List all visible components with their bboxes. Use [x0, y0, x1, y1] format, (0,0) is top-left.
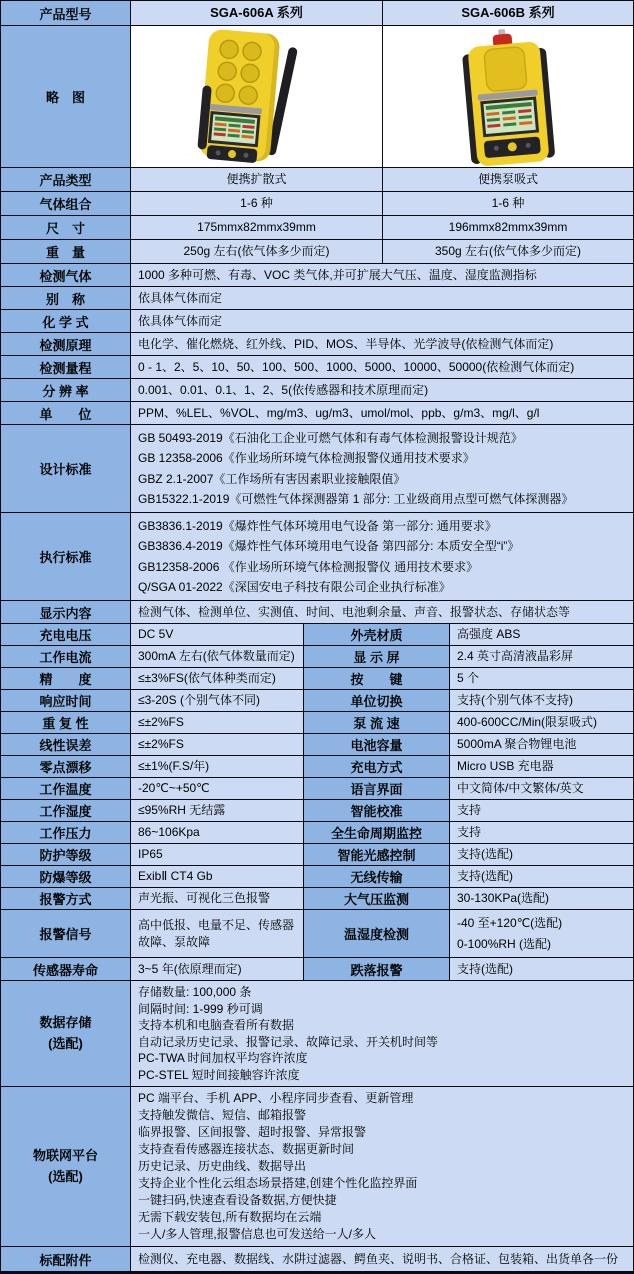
standard-line: Q/SGA 01-2022《深国安电子科技有限公司企业执行标准》: [138, 579, 451, 594]
cell-value-b: 350g 左右(依气体多少而定): [383, 240, 633, 263]
row-label: 产品型号: [1, 1, 131, 25]
label-line: (选配): [48, 1168, 83, 1184]
feature-line: PC 端平台、手机 APP、小程序同步查看、更新管理: [138, 1091, 414, 1106]
row-label-2: 语言界面: [304, 778, 450, 799]
cell-value-1: ExibⅡ CT4 Gb: [131, 866, 304, 887]
row-label: 重 复 性: [1, 712, 131, 733]
row-zero-drift: [1, 756, 633, 778]
row-execution-standards: [1, 513, 633, 601]
cell-value-2: 支持(个别气体不支持): [450, 690, 633, 711]
cell-value-1: 高中低报、电量不足、传感器故障、泵故障: [131, 910, 304, 957]
row-label: 标配附件: [1, 1247, 131, 1271]
cell-value-1: ≤±1%(F.S/年): [131, 756, 304, 777]
row-label: 别 称: [1, 287, 131, 309]
row-label: 工作电流: [1, 646, 131, 667]
row-detection-principle: [1, 333, 633, 356]
row-design-standards: [1, 425, 633, 513]
row-label-2: 泵 流 速: [304, 712, 450, 733]
row-display-content: [1, 601, 633, 624]
row-linearity-error: [1, 734, 633, 756]
cell-value-a: 250g 左右(依气体多少而定): [131, 240, 383, 263]
row-label: 精 度: [1, 668, 131, 689]
cell-value-a: 1-6 种: [131, 192, 383, 215]
cell-value-2: 支持(选配): [450, 958, 633, 980]
cell-value-a: 175mmx82mmx39mm: [131, 216, 383, 239]
standard-line: GB 12358-2006《作业场所环境气体检测报警仪通用技术要求》: [138, 451, 475, 466]
cell-value-lines: [131, 513, 633, 600]
label-line: (选配): [48, 1035, 83, 1051]
row-label: 设计标准: [1, 425, 131, 512]
row-detection-range: [1, 356, 633, 379]
row-label: 报警信号: [1, 910, 131, 957]
cell-value: PPM、%LEL、%VOL、mg/m3、ug/m3、umol/mol、ppb、g/m3、mg/l、g/l: [131, 402, 633, 424]
cell-value-b: 便携泵吸式: [383, 168, 633, 191]
cell-value-1: ≤±3%FS(依气体种类而定): [131, 668, 304, 689]
row-label: 零点漂移: [1, 756, 131, 777]
feature-line: 支持本机和电脑查看所有数据: [138, 1018, 295, 1033]
feature-line: 一键扫码,快速查看设备数据,方便快捷: [138, 1193, 337, 1208]
row-label: 检测气体: [1, 264, 131, 286]
row-label: 响应时间: [1, 690, 131, 711]
row-label: 工作温度: [1, 778, 131, 799]
row-label: 产品类型: [1, 168, 131, 191]
cell-value-2: Micro USB 充电器: [450, 756, 633, 777]
row-label: 显示内容: [1, 601, 131, 623]
cell-value-2: 高强度 ABS: [450, 624, 633, 645]
cell-value-1: DC 5V: [131, 624, 304, 645]
row-label-2: 充电方式: [304, 756, 450, 777]
cell-value-2: 支持(选配): [450, 844, 633, 865]
cell-value-2: 400-600CC/Min(限泵吸式): [450, 712, 633, 733]
row-protection-rating: [1, 844, 633, 866]
value-line: -40 至+120℃(选配): [457, 916, 563, 931]
row-label-2: 无线传输: [304, 866, 450, 887]
row-unit: [1, 402, 633, 425]
row-product-model: [1, 1, 633, 26]
row-working-temperature: [1, 778, 633, 800]
cell-value: 0 - 1、2、5、10、50、100、500、1000、5000、10000、50000(依检测气体而定): [131, 356, 633, 378]
cell-value-lines: [131, 1087, 633, 1246]
row-accuracy: [1, 668, 633, 690]
cell-value: 0.001、0.01、0.1、1、2、5(依传感器和技术原理而定): [131, 379, 633, 401]
row-label-2: 大气压监测: [304, 888, 450, 909]
row-label: 单 位: [1, 402, 131, 424]
row-label: 工作压力: [1, 822, 131, 843]
row-label-2: 显 示 屏: [304, 646, 450, 667]
feature-line: 无需下载安装包,所有数据均在云端: [138, 1210, 322, 1225]
cell-value-2-lines: [450, 910, 633, 957]
device-b-image-cell: [383, 26, 633, 167]
gas-detector-diffusion-icon: [157, 28, 357, 166]
cell-value: 电化学、催化燃烧、红外线、PID、MOS、半导体、光学波导(依检测气体而定): [131, 333, 633, 355]
feature-line: 支持触发微信、短信、邮箱报警: [138, 1108, 307, 1123]
cell-value-1: IP65: [131, 844, 304, 865]
row-resolution: [1, 379, 633, 402]
row-gas-combination: [1, 192, 633, 216]
row-label-2: 智能校准: [304, 800, 450, 821]
feature-line: 支持企业个性化云组态场景搭建,创建个性化监控界面: [138, 1176, 418, 1191]
row-sensor-life: [1, 958, 633, 981]
row-label-2: 单位切换: [304, 690, 450, 711]
row-label: 防护等级: [1, 844, 131, 865]
cell-value-2: 2.4 英寸高清液晶彩屏: [450, 646, 633, 667]
standard-line: GBZ 2.1-2007《工作场所有害因素职业接触限值》: [138, 471, 406, 486]
row-charge-voltage: [1, 624, 633, 646]
row-sketch: [1, 26, 633, 168]
cell-value: 依具体气体而定: [131, 287, 633, 309]
row-data-storage: [1, 981, 633, 1087]
feature-line: PC-STEL 短时间接触容许浓度: [138, 1067, 300, 1082]
row-label: 防爆等级: [1, 866, 131, 887]
row-label: 略 图: [1, 26, 131, 167]
cell-value-1: 86~106Kpa: [131, 822, 304, 843]
row-label-2: 电池容量: [304, 734, 450, 755]
cell-value-1: 300mA 左右(依气体数量而定): [131, 646, 304, 667]
row-label: [1, 1087, 131, 1246]
standard-line: GB 50493-2019《石油化工企业可燃气体和有毒气体检测报警设计规范》: [138, 431, 523, 446]
standard-line: GB12358-2006 《作业场所环境气体检测报警仪 通用技术要求》: [138, 559, 479, 574]
row-label: [1, 981, 131, 1086]
row-label-2: 温湿度检测: [304, 910, 450, 957]
label-line: 物联网平台: [32, 1148, 98, 1164]
row-label: 传感器寿命: [1, 958, 131, 980]
cell-value-b: 196mmx82mmx39mm: [383, 216, 633, 239]
model-a-header: SGA-606A 系列: [131, 1, 383, 25]
row-label: 工作湿度: [1, 800, 131, 821]
row-label: 重 量: [1, 240, 131, 263]
row-working-current: [1, 646, 633, 668]
feature-line: 一人/多人管理,报警信息也可发送给一人/多人: [138, 1227, 377, 1242]
row-chemical-formula: [1, 310, 633, 333]
cell-value: 1000 多种可燃、有毒、VOC 类气体,并可扩展大气压、温度、湿度监测指标: [131, 264, 633, 286]
row-label: 化 学 式: [1, 310, 131, 332]
cell-value-2: 支持(选配): [450, 866, 633, 887]
row-label-2: 智能光感控制: [304, 844, 450, 865]
row-working-pressure: [1, 822, 633, 844]
row-working-humidity: [1, 800, 633, 822]
label-line: 数据存储: [39, 1015, 92, 1031]
row-label: 尺 寸: [1, 216, 131, 239]
standard-line: GB15322.1-2019《可燃性气体探测器第 1 部分: 工业级商用点型可燃气体探测器》: [138, 491, 574, 506]
standard-line: GB3836.4-2019《爆炸性气体环境用电气设备 第四部分: 本质安全型“i”》: [138, 539, 520, 554]
row-label-2: 全生命周期监控: [304, 822, 450, 843]
feature-line: 临界报警、区间报警、超时报警、异常报警: [138, 1125, 367, 1140]
device-a-image-cell: [131, 26, 383, 167]
cell-value-1: ≤95%RH 无结露: [131, 800, 304, 821]
row-label: 检测原理: [1, 333, 131, 355]
cell-value-2: 中文简体/中文繁体/英文: [450, 778, 633, 799]
cell-value-2: 5 个: [450, 668, 633, 689]
row-label: 执行标准: [1, 513, 131, 600]
cell-value: 检测气体、检测单位、实测值、时间、电池剩余量、声音、报警状态、存储状态等: [131, 601, 633, 623]
feature-line: 存储数量: 100,000 条: [138, 985, 252, 1000]
gas-detector-pump-icon: [408, 28, 608, 166]
feature-line: 支持查看传感器连接状态、数据更新时间: [138, 1142, 355, 1157]
cell-value-1: -20℃~+50℃: [131, 778, 304, 799]
feature-line: 间隔时间: 1-999 秒可调: [138, 1001, 263, 1016]
row-dimensions: [1, 216, 633, 240]
feature-line: 自动记录历史记录、报警记录、故障记录、开关机时间等: [138, 1034, 439, 1049]
model-b-header: SGA-606B 系列: [383, 1, 633, 25]
row-label: 报警方式: [1, 888, 131, 909]
row-alias: [1, 287, 633, 310]
row-alarm-signal: [1, 910, 633, 958]
row-label: 分 辨 率: [1, 379, 131, 401]
row-alarm-mode: [1, 888, 633, 910]
cell-value-1: ≤3-20S (个别气体不同): [131, 690, 304, 711]
cell-value: 依具体气体而定: [131, 310, 633, 332]
cell-value-1: ≤±2%FS: [131, 712, 304, 733]
row-label: 气体组合: [1, 192, 131, 215]
row-label: 线性误差: [1, 734, 131, 755]
value-line: 0-100%RH (选配): [457, 936, 552, 951]
cell-value-2: 支持: [450, 800, 633, 821]
row-response-time: [1, 690, 633, 712]
cell-value-b: 1-6 种: [383, 192, 633, 215]
row-label-2: 外壳材质: [304, 624, 450, 645]
cell-value-lines: [131, 981, 633, 1086]
row-product-type: [1, 168, 633, 192]
cell-value-2: 支持: [450, 822, 633, 843]
row-label-2: 跌落报警: [304, 958, 450, 980]
cell-value: 检测仪、充电器、数据线、水阱过滤器、鳄鱼夹、说明书、合格证、包装箱、出货单各一份: [131, 1247, 633, 1271]
row-standard-accessories: [1, 1247, 633, 1271]
row-detect-gas: [1, 264, 633, 287]
feature-line: PC-TWA 时间加权平均容许浓度: [138, 1051, 308, 1066]
row-repeatability: [1, 712, 633, 734]
row-label: 检测量程: [1, 356, 131, 378]
cell-value-lines: [131, 425, 633, 512]
cell-value-1: 声光振、可视化三色报警: [131, 888, 304, 909]
row-label: 充电电压: [1, 624, 131, 645]
feature-line: 历史记录、历史曲线、数据导出: [138, 1159, 307, 1174]
row-iot-platform: [1, 1087, 633, 1247]
cell-value-a: 便携扩散式: [131, 168, 383, 191]
cell-value-2: 5000mA 聚合物锂电池: [450, 734, 633, 755]
row-weight: [1, 240, 633, 264]
cell-value-1: 3~5 年(依原理而定): [131, 958, 304, 980]
cell-value-1: ≤±2%FS: [131, 734, 304, 755]
row-explosionproof-rating: [1, 866, 633, 888]
standard-line: GB3836.1-2019《爆炸性气体环境用电气设备 第一部分: 通用要求》: [138, 519, 497, 534]
row-label-2: 按 键: [304, 668, 450, 689]
cell-value-2: 30-130KPa(选配): [450, 888, 633, 909]
